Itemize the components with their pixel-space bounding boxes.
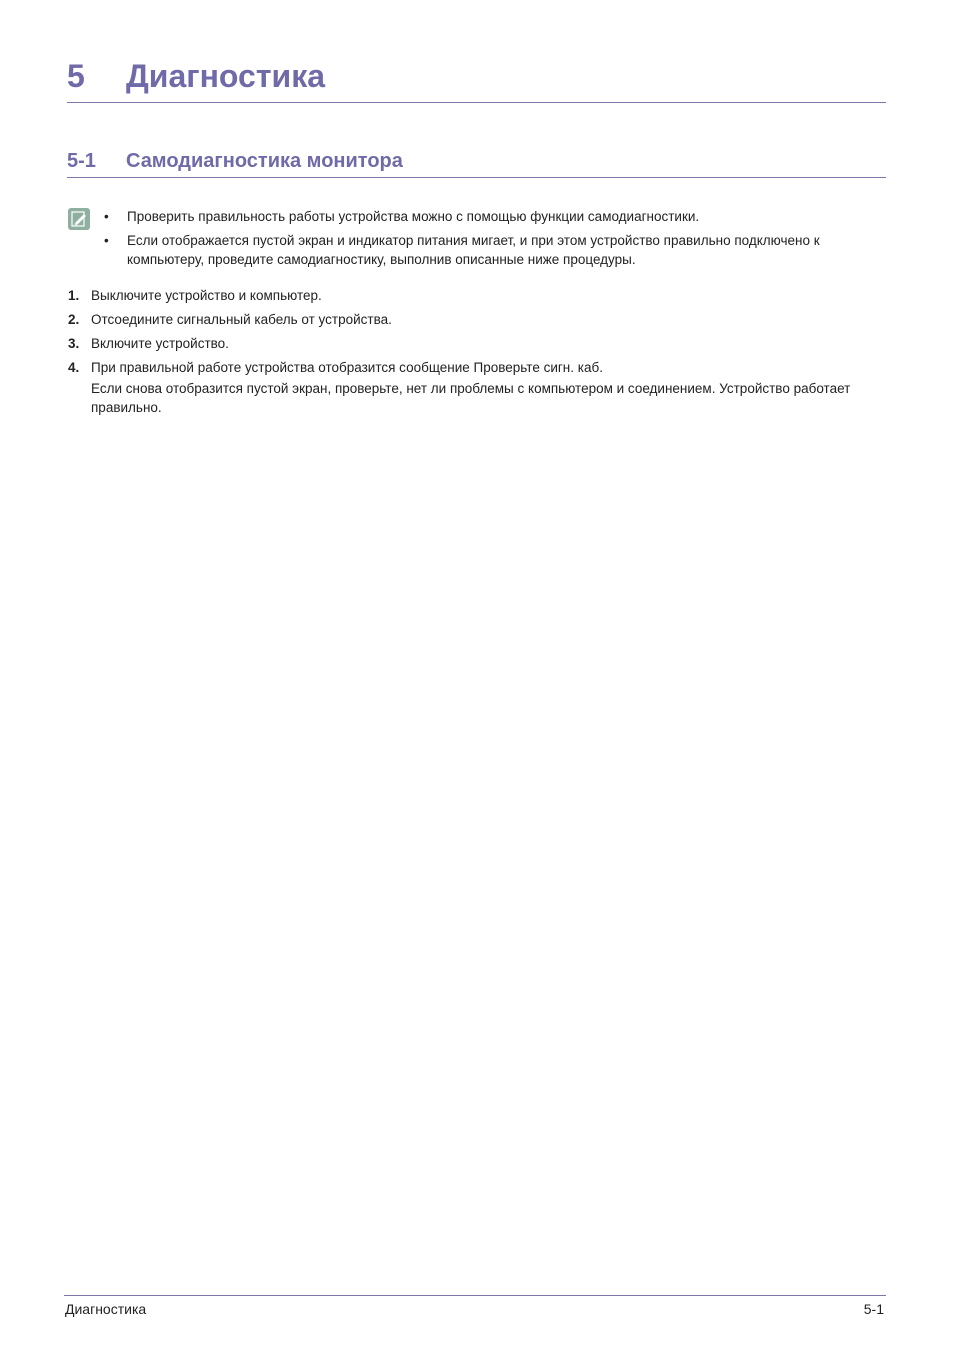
note-pencil-icon (68, 208, 90, 230)
section-number: 5-1 (67, 150, 96, 172)
step-number: 3. (68, 336, 80, 351)
step-text: Включите устройство. (91, 336, 229, 351)
step-extra-text: Если снова отобразится пустой экран, проверьте, нет ли проблемы с компьютером и соединением. Устройство работает правильно. (91, 381, 851, 415)
step-text: Выключите устройство и компьютер. (91, 288, 322, 303)
section-title: Самодиагностика монитора (126, 150, 403, 172)
step-text: При правильной работе устройства отобразится сообщение Проверьте сигн. каб. (91, 360, 603, 375)
step-number: 1. (68, 288, 80, 303)
chapter-heading (67, 56, 886, 103)
note-text: Если отображается пустой экран и индикатор питания мигает, и при этом устройство правильно подключено к компьютеру, проведите самодиагностику, выполнив описанные ниже процедуры. (127, 233, 820, 267)
bullet-marker: • (104, 209, 109, 224)
page-footer (64, 1295, 886, 1324)
footer-page-number: 5-1 (863, 1301, 884, 1317)
chapter-number: 5 (67, 58, 85, 94)
step-number: 4. (68, 360, 80, 375)
note-text: Проверить правильность работы устройства можно с помощью функции самодиагностики. (127, 209, 700, 224)
section-heading (67, 149, 886, 178)
bullet-marker: • (104, 233, 109, 248)
footer-chapter-title: Диагностика (65, 1301, 147, 1317)
step-text: Отсоедините сигнальный кабель от устройства. (91, 312, 392, 327)
chapter-title: Диагностика (126, 58, 325, 94)
step-number: 2. (68, 312, 80, 327)
